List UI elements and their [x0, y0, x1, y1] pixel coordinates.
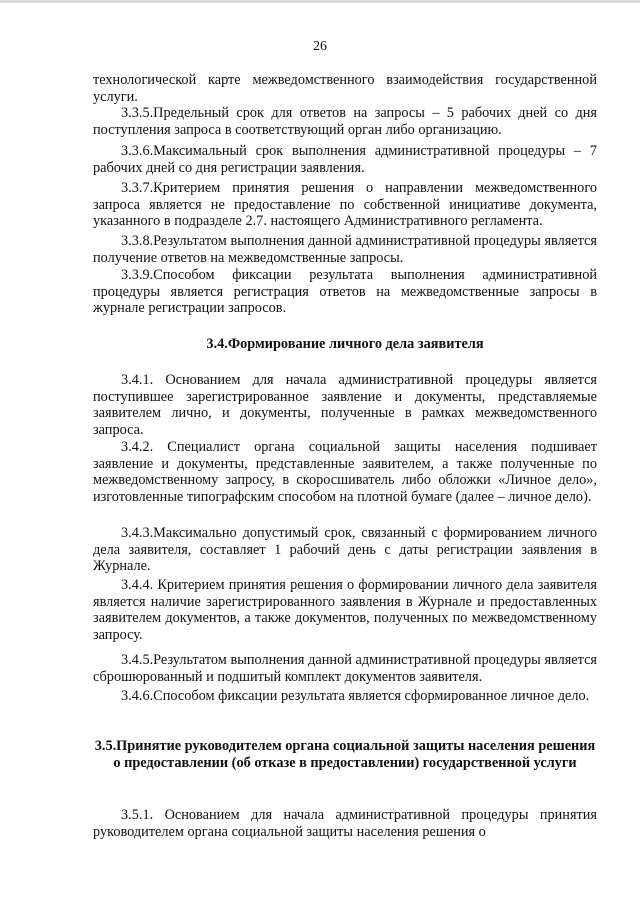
- paragraph-3-5-1: 3.5.1. Основанием для начала административной процедуры принятия руководителем органа социальной защиты населения решения о: [93, 807, 597, 840]
- page-number: 26: [313, 39, 327, 54]
- paragraph-3-4-3: 3.4.3.Максимально допустимый срок, связанный с формированием личного дела заявителя, составляет 1 рабочий день с даты регистрации заявления в Журнале.: [93, 525, 597, 575]
- paragraph-3-4-2: 3.4.2. Специалист органа социальной защиты населения подшивает заявление и документы, представленные заявителем, а также полученные по межведомственному запросу, в скоросшиватель либо обложки «Личное дело», изготовленные типографским способом на плотной бумаге (далее – личное дело).: [93, 439, 597, 505]
- paragraph-3-3-9: 3.3.9.Способом фиксации результата выполнения административной процедуры является регистрация ответов на межведомственные запросы в журнале регистрации запросов.: [93, 267, 597, 317]
- paragraph-3-3-6: 3.3.6.Максимальный срок выполнения административной процедуры – 7 рабочих дней со дня регистрации заявления.: [93, 143, 597, 176]
- paragraph-3-4-4: 3.4.4. Критерием принятия решения о формировании личного дела заявителя является наличие зарегистрированного заявления в Журнале и предоставленных заявителем документов, а также документов, полученных по межведомственному запросу.: [93, 577, 597, 643]
- paragraph-3-4-6: 3.4.6.Способом фиксации результата является сформированное личное дело.: [121, 688, 590, 704]
- paragraph-3-3-7: 3.3.7.Критерием принятия решения о направлении межведомственного запроса является не предоставление по собственной инициативе документа, указанного в подразделе 2.7. настоящего Административного регламента.: [93, 180, 597, 230]
- section-heading-3-5: 3.5.Принятие руководителем органа социальной защиты населения решения о предоставлении (об отказе в предоставлении) государственной услуги: [94, 738, 596, 771]
- section-heading-3-4: 3.4.Формирование личного дела заявителя: [206, 336, 484, 352]
- scan-edge: [0, 0, 640, 3]
- paragraph-3-3-5: 3.3.5.Предельный срок для ответов на запросы – 5 рабочих дней со дня поступления запроса в соответствующий орган либо организацию.: [93, 105, 597, 138]
- paragraph-3-4-5: 3.4.5.Результатом выполнения данной административной процедуры является сброшюрованный и подшитый комплект документов заявителя.: [93, 652, 597, 685]
- paragraph-3-3-8: 3.3.8.Результатом выполнения данной административной процедуры является получение ответов на межведомственные запросы.: [93, 233, 597, 266]
- paragraph-3-3-4-continuation: технологической карте межведомственного взаимодействия государственной услуги.: [93, 72, 597, 105]
- paragraph-3-4-1: 3.4.1. Основанием для начала административной процедуры является поступившее зарегистрированное заявление и документы, представляемые заявителем лично, и документы, полученные в рамках межведомственного запроса.: [93, 372, 597, 438]
